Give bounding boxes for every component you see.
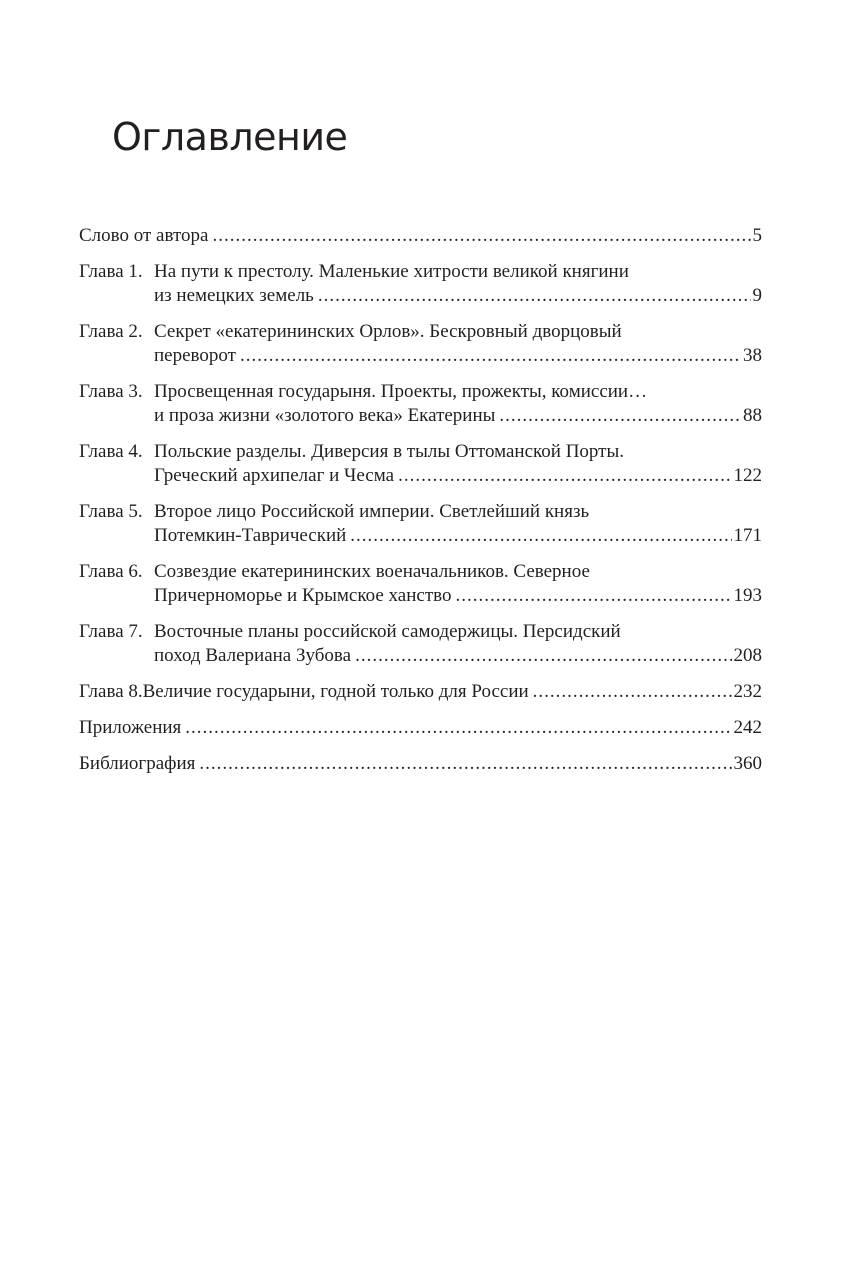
- toc-line: [79, 620, 762, 644]
- toc-line: [79, 584, 762, 608]
- toc-chapter-label: Глава 7.: [79, 621, 143, 642]
- toc-line: [79, 524, 762, 548]
- toc-chapter-label: Глава 6.: [79, 561, 143, 582]
- toc-chapter-label: Глава 1.: [79, 261, 143, 282]
- toc-line: [79, 680, 762, 704]
- leader-dots: [318, 284, 751, 308]
- toc-line: [79, 644, 762, 668]
- toc-line: [79, 560, 762, 584]
- leader-dots: [199, 752, 731, 776]
- toc-page-number: 208: [733, 645, 762, 666]
- leader-dots: [185, 716, 731, 740]
- toc-line: [79, 440, 762, 464]
- toc-page-number: 232: [733, 681, 762, 702]
- toc-entry-bibliography[interactable]: [79, 752, 762, 776]
- leader-dots: [533, 680, 732, 704]
- leader-dots: [398, 464, 731, 488]
- page-title: Оглавление: [112, 115, 348, 159]
- toc-entry-preface[interactable]: [79, 224, 762, 248]
- table-of-contents: [79, 224, 762, 788]
- toc-page-number: 193: [733, 585, 762, 606]
- toc-entry-text: Просвещенная государыня. Проекты, прожекты, комиссии…: [154, 381, 648, 402]
- toc-entry-text: Греческий архипелаг и Чесма: [154, 465, 395, 486]
- toc-page-number: 38: [743, 345, 762, 366]
- toc-entry-text: Секрет «екатерининских Орлов». Бескровный дворцовый: [154, 321, 622, 342]
- toc-line: [79, 752, 762, 776]
- toc-entry-text: Слово от автора: [79, 225, 209, 246]
- toc-entry-text: Величие государыни, годной только для России: [142, 681, 529, 702]
- toc-entry-text: Приложения: [79, 717, 182, 738]
- leader-dots: [240, 344, 741, 368]
- toc-entry-text: Библиография: [79, 753, 196, 774]
- toc-entry-chapter-1[interactable]: [79, 260, 762, 308]
- toc-line: [79, 320, 762, 344]
- toc-line: [79, 716, 762, 740]
- toc-line: [79, 464, 762, 488]
- toc-line: [79, 284, 762, 308]
- toc-entry-chapter-4[interactable]: [79, 440, 762, 488]
- toc-entry-text: Потемкин-Таврический: [154, 525, 347, 546]
- toc-line: [79, 260, 762, 284]
- toc-entry-chapter-7[interactable]: [79, 620, 762, 668]
- toc-entry-text: переворот: [154, 345, 236, 366]
- toc-chapter-label: Глава 8.: [79, 681, 143, 702]
- toc-entry-text: Польские разделы. Диверсия в тылы Оттоманской Порты.: [154, 441, 624, 462]
- toc-line: [79, 500, 762, 524]
- toc-entry-text: и проза жизни «золотого века» Екатерины: [154, 405, 496, 426]
- toc-page-number: 88: [743, 405, 762, 426]
- toc-entry-chapter-2[interactable]: [79, 320, 762, 368]
- leader-dots: [212, 224, 750, 248]
- toc-chapter-label: Глава 4.: [79, 441, 143, 462]
- toc-entry-appendices[interactable]: [79, 716, 762, 740]
- leader-dots: [355, 644, 731, 668]
- toc-line: [79, 404, 762, 428]
- toc-page-number: 242: [733, 717, 762, 738]
- toc-entry-text: На пути к престолу. Маленькие хитрости великой княгини: [154, 261, 629, 282]
- toc-entry-chapter-8[interactable]: [79, 680, 762, 704]
- toc-entry-text: Созвездие екатерининских военачальников. Северное: [154, 561, 590, 582]
- toc-line: [79, 344, 762, 368]
- leader-dots: [499, 404, 741, 428]
- toc-entry-text: Причерноморье и Крымское ханство: [154, 585, 452, 606]
- toc-line: [79, 380, 762, 404]
- toc-entry-text: Восточные планы российской самодержицы. Персидский: [154, 621, 621, 642]
- leader-dots: [350, 524, 731, 548]
- leader-dots: [455, 584, 731, 608]
- toc-page-number: 5: [752, 225, 762, 246]
- toc-page-number: 122: [733, 465, 762, 486]
- toc-page-number: 9: [752, 285, 762, 306]
- toc-chapter-label: Глава 3.: [79, 381, 143, 402]
- toc-entry-chapter-6[interactable]: [79, 560, 762, 608]
- toc-page-number: 360: [733, 753, 762, 774]
- toc-entry-text: из немецких земель: [154, 285, 314, 306]
- toc-chapter-label: Глава 2.: [79, 321, 143, 342]
- toc-entry-text: поход Валериана Зубова: [154, 645, 352, 666]
- toc-entry-chapter-5[interactable]: [79, 500, 762, 548]
- toc-page-number: 171: [733, 525, 762, 546]
- toc-entry-text: Второе лицо Российской империи. Светлейший князь: [154, 501, 590, 522]
- toc-line: [79, 224, 762, 248]
- toc-entry-chapter-3[interactable]: [79, 380, 762, 428]
- toc-chapter-label: Глава 5.: [79, 501, 143, 522]
